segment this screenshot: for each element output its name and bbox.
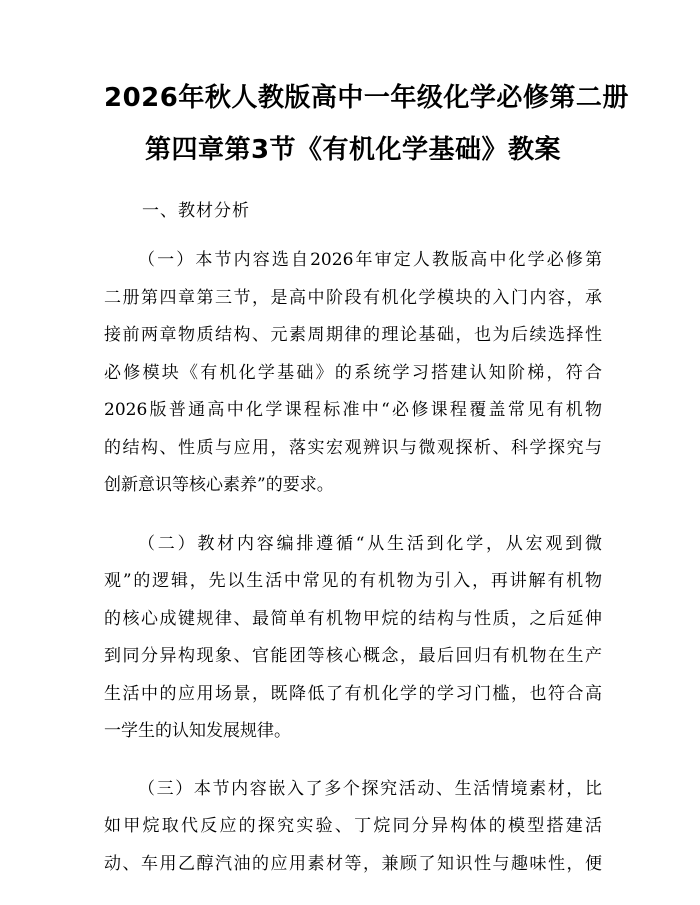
paragraph-line: 必修模块《有机化学基础》的系统学习搭建认知阶梯，符合 [104, 362, 602, 383]
paragraph-line: 如甲烷取代反应的探究实验、丁烷同分异构体的模型搭建活 [104, 816, 602, 836]
paragraph-line: （二）教材内容编排遵循“从生活到化学，从宏观到微 [138, 533, 602, 554]
paragraph-line: 观”的逻辑，先以生活中常见的有机物为引入，再讲解有机物 [104, 571, 602, 591]
paragraph-1 [104, 242, 602, 505]
paragraph-line: 的结构、性质与应用，落实宏观辨识与微观探析、科学探究与 [104, 437, 602, 458]
paragraph-line: 动、车用乙醇汽油的应用素材等，兼顾了知识性与趣味性，便 [104, 853, 602, 874]
paragraph-line: 创新意识等核心素养”的要求。 [104, 475, 334, 495]
paragraph-line: 到同分异构现象、官能团等核心概念，最后回归有机物在生产 [104, 646, 602, 666]
paragraph-line: 2026版普通高中化学课程标准中“必修课程覆盖常见有机物 [104, 400, 602, 420]
paragraph-line: （三）本节内容嵌入了多个探究活动、生活情境素材，比 [138, 778, 602, 799]
document-title [104, 0, 629, 165]
title-line-1: 2026年秋人教版高中一年级化学必修第二册 [104, 83, 629, 113]
paragraph-line: （一）本节内容选自2026年审定人教版高中化学必修第 [138, 250, 602, 270]
title-line-2: 第四章第3节《有机化学基础》教案 [144, 135, 562, 165]
paragraph-line: 接前两章物质结构、元素周期律的理论基础，也为后续选择性 [104, 325, 602, 345]
paragraph-line: 一学生的认知发展规律。 [104, 721, 291, 741]
paragraph-2 [104, 526, 602, 751]
section-heading: 一、教材分析 [142, 201, 250, 221]
paragraph-3 [104, 771, 602, 884]
paragraph-line: 生活中的应用场景，既降低了有机化学的学习门槛，也符合高 [104, 683, 602, 704]
paragraph-line: 的核心成键规律、最简单有机物甲烷的结构与性质，之后延伸 [104, 608, 602, 629]
paragraph-line: 二册第四章第三节，是高中阶段有机化学模块的入门内容，承 [104, 287, 602, 308]
